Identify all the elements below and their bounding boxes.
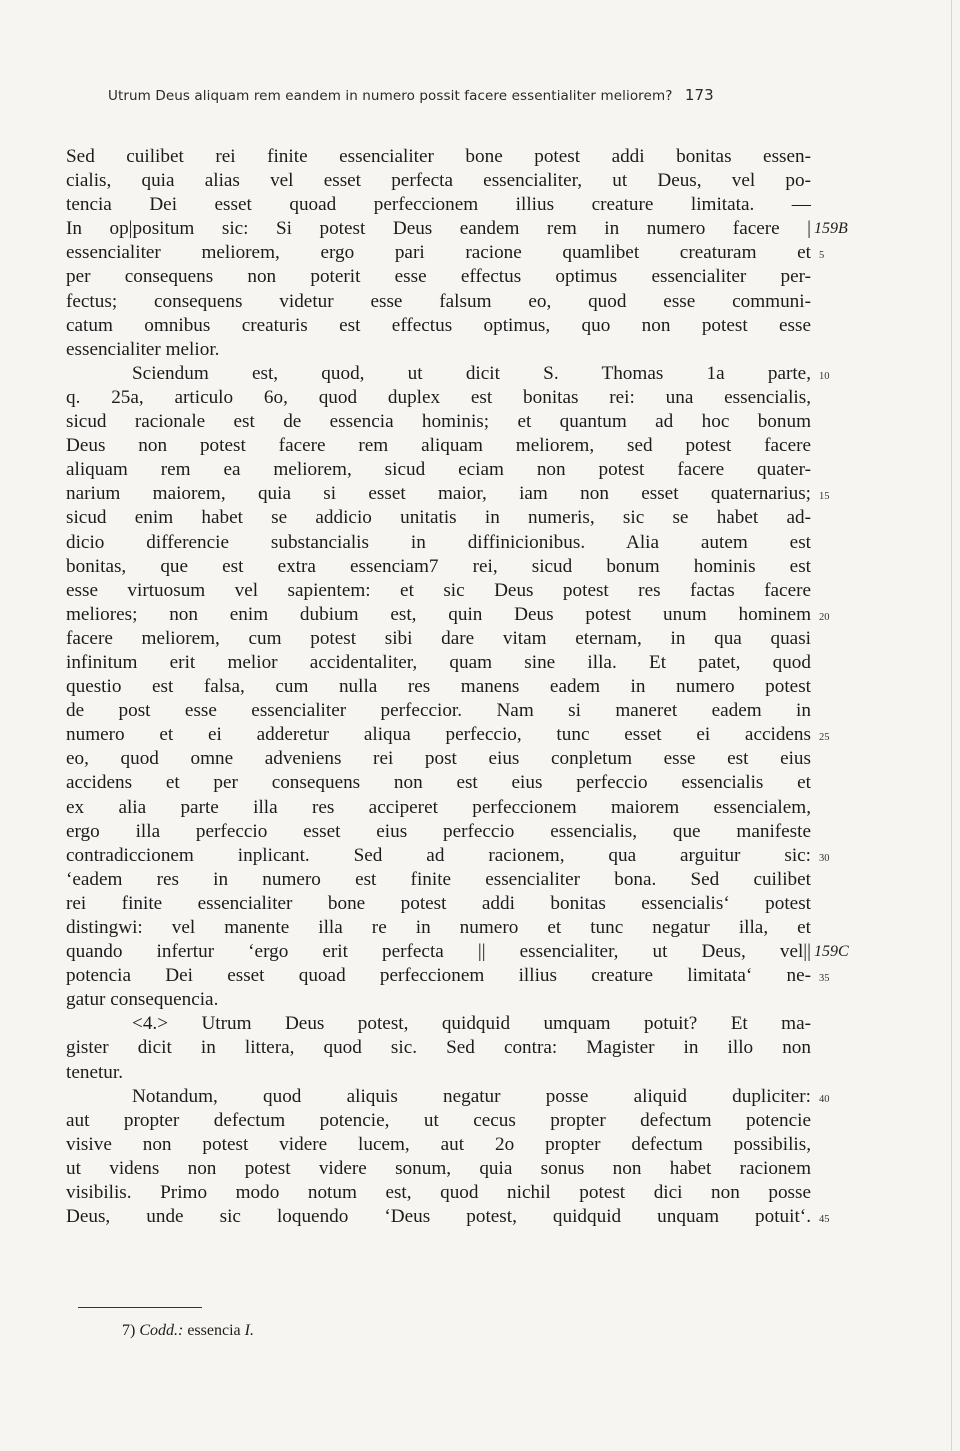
text-line: visibilis. Primo modo notum est, quod nichil potest dici non posse (66, 1182, 811, 1204)
text-line: distingwi: vel manente illa re in numero et tunc negatur illa, et (66, 917, 811, 938)
text-line: ergo illa perfeccio esset eius perfeccio essencialis, que manifeste (66, 820, 811, 842)
text-line: essencialiter melior. (66, 338, 220, 360)
text-line (66, 217, 848, 241)
page-edge-shadow (951, 0, 952, 1451)
text-line-content: numero et ei adderetur aliqua perfeccio, tunc esset ei accidens (66, 724, 811, 746)
text-line-content: essencialiter meliorem, ergo pari racione quamlibet creaturam et (66, 242, 811, 264)
footnote-marker: 7) (122, 1322, 136, 1339)
text-line: visive non potest videre lucem, aut 2o propter defectum possibilis, (66, 1133, 811, 1155)
footnote-source: Codd.: (139, 1322, 184, 1339)
text-line: per consequens non poterit esse effectus optimus essencialiter per- (66, 266, 811, 288)
text-line: ex alia parte illa res acciperet perfeccionem maiorem essencialem, (66, 796, 811, 818)
text-line: Deus non potest facere rem aliquam meliorem, sed potest facere (66, 435, 811, 457)
text-line: de post esse essencialiter perfeccior. Nam si maneret eadem in (66, 700, 811, 722)
footnote-rule (78, 1307, 202, 1308)
text-line: catum omnibus creaturis est effectus optimus, quo non potest esse (66, 314, 811, 336)
text-line-content: Deus, unde sic loquendo ‘Deus potest, quidquid unquam potuit‘. (66, 1206, 811, 1228)
running-title: Utrum Deus aliquam rem eandem in numero possit facere essentialiter meliorem? (108, 88, 673, 104)
line-number: 15 (819, 491, 830, 503)
text-line (66, 1085, 830, 1109)
line-number: 35 (819, 973, 830, 985)
text-line (66, 1205, 830, 1229)
text-line: sicud racionale est de essencia hominis; et quantum ad hoc bonum (66, 411, 811, 433)
text-line: ‘eadem res in numero est finite essencialiter bona. Sed cuilibet (66, 868, 811, 890)
margin-ref: 159C (814, 943, 849, 961)
text-line (66, 940, 849, 964)
text-line: eo, quod omne adveniens rei post eius conpletum esse est eius (66, 748, 811, 770)
text-line: Sed cuilibet rei finite essencialiter bone potest addi bonitas essen- (66, 146, 811, 167)
text-line (66, 844, 830, 868)
text-line: <4.> Utrum Deus potest, quidquid umquam potuit? Et ma- (132, 1013, 811, 1035)
line-number: 30 (819, 852, 830, 864)
text-line: cialis, quia alias vel esset perfecta essencialiter, ut Deus, vel po- (66, 170, 811, 192)
text-line-content: Notandum, quod aliquis negatur posse aliquid dupliciter: (132, 1085, 811, 1107)
text-line-content: meliores; non enim dubium est, quin Deus potest unum hominem (66, 603, 811, 625)
text-line: accidens et per consequens non est eius perfeccio essencialis et (66, 772, 811, 794)
line-number: 10 (819, 370, 830, 382)
text-line-content: quando infertur ‘ergo erit perfecta || essencialiter, ut Deus, vel|| (66, 941, 811, 963)
line-number: 20 (819, 611, 830, 623)
text-line (66, 964, 830, 988)
text-line: sicud enim habet se addicio unitatis in numeris, sic se habet ad- (66, 507, 811, 529)
text-line (66, 482, 830, 506)
main-text (66, 145, 849, 1229)
page-number: 173 (684, 86, 714, 104)
text-line: facere meliorem, cum potest sibi dare vitam eternam, in qua quasi (66, 627, 811, 649)
text-line: tenetur. (66, 1061, 124, 1083)
text-line (66, 241, 825, 265)
text-line: gatur consequencia. (66, 989, 219, 1011)
text-line (66, 362, 830, 386)
line-number: 25 (819, 732, 830, 744)
text-line: rei finite essencialiter bone potest addi bonitas essencialis‘ potest (66, 892, 811, 914)
text-line (66, 723, 830, 747)
text-line: aut propter defectum potencie, ut cecus propter defectum potencie (66, 1109, 811, 1131)
text-line (66, 603, 830, 627)
footnote-siglum: I. (244, 1322, 254, 1339)
text-line: ut videns non potest videre sonum, quia sonus non habet racionem (66, 1157, 811, 1179)
text-line-content: Sciendum est, quod, ut dicit S. Thomas 1a parte, (132, 362, 811, 384)
text-line: fectus; consequens videtur esse falsum eo, quod esse communi- (66, 290, 811, 312)
text-line: questio est falsa, cum nulla res manens eadem in numero potest (66, 676, 811, 698)
text-line: esse virtuosum vel sapientem: et sic Deus potest res factas facere (66, 579, 811, 601)
text-line: tencia Dei esset quoad perfeccionem illius creature limitata. — (66, 194, 811, 216)
line-number: 45 (819, 1214, 830, 1226)
text-line: infinitum erit melior accidentaliter, quam sine illa. Et patet, quod (66, 651, 811, 673)
text-line-content: narium maiorem, quia si esset maior, iam non esset quaternarius; (66, 483, 811, 505)
margin-ref: 159B (814, 220, 848, 238)
text-line: gister dicit in littera, quod sic. Sed contra: Magister in illo non (66, 1037, 811, 1059)
text-line-content: In op|positum sic: Si potest Deus eandem rem in numero facere | (66, 218, 811, 240)
text-line: aliquam rem ea meliorem, sicud eciam non potest facere quater- (66, 459, 811, 481)
line-number: 5 (819, 250, 825, 262)
text-line: q. 25a, articulo 6o, quod duplex est bonitas rei: una essencialis, (66, 386, 811, 408)
text-line-content: contradiccionem inplicant. Sed ad racionem, qua arguitur sic: (66, 844, 811, 866)
footnote (122, 1322, 254, 1340)
text-line: dicio differencie substancialis in diffinicionibus. Alia autem est (66, 531, 811, 553)
running-header (108, 86, 714, 104)
footnote-reading: essencia (187, 1322, 241, 1339)
text-line: bonitas, que est extra essenciam7 rei, sicud bonum hominis est (66, 555, 811, 577)
line-number: 40 (819, 1093, 830, 1105)
text-line-content: potencia Dei esset quoad perfeccionem illius creature limitata‘ ne- (66, 965, 811, 987)
